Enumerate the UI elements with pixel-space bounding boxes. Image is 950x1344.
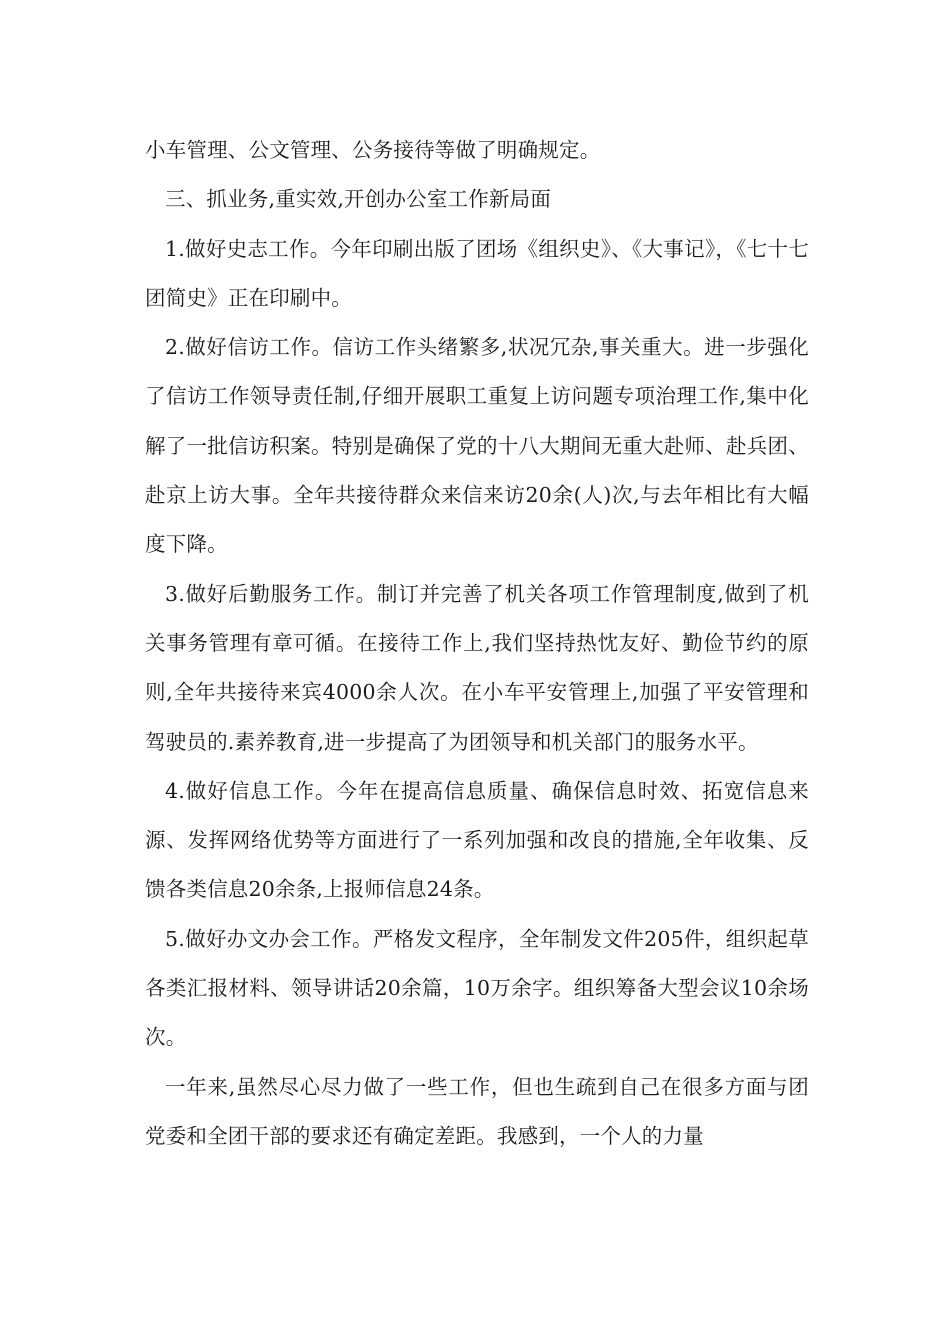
paragraph-documents-meetings: 5.做好办文办会工作。严格发文程序，全年制发文件205件，组织起草各类汇报材料、领导讲话20余篇，10万余字。组织筹备大型会议10余场次。: [145, 926, 809, 1050]
document-body: [145, 126, 809, 1161]
paragraph-information-work: 4.做好信息工作。今年在提高信息质量、确保信息时效、拓宽信息来源、发挥网络优势等方面进行了一系列加强和改良的措施,全年收集、反馈各类信息20余条,上报师信息24条。: [145, 778, 809, 902]
paragraph-logistics-work: 3.做好后勤服务工作。制订并完善了机关各项工作管理制度,做到了机关事务管理有章可循。在接待工作上,我们坚持热忱友好、勤俭节约的原则,全年共接待来宾4000余人次。在小车平安管理上,加强了平安管理和驾驶员的.素养教育,进一步提高了为团领导和机关部门的服务水平。: [145, 581, 809, 754]
section-heading: 三、抓业务,重实效,开创办公室工作新局面: [165, 187, 552, 212]
paragraph-continuation: 小车管理、公文管理、公务接待等做了明确规定。: [145, 138, 601, 162]
paragraph-history-work: 1.做好史志工作。今年印刷出版了团场《组织史》、《大事记》，《七十七团简史》正在印刷中。: [145, 236, 809, 310]
paragraph-petition-work: 2.做好信访工作。信访工作头绪繁多,状况冗杂,事关重大。进一步强化了信访工作领导责任制,仔细开展职工重复上访问题专项治理工作,集中化解了一批信访积案。特别是确保了党的十八大期间无重大赴师、赴兵团、赴京上访大事。全年共接待群众来信来访20余(人)次,与去年相比有大幅度下降。: [145, 335, 809, 557]
paragraph-summary: 一年来,虽然尽心尽力做了一些工作，但也生疏到自己在很多方面与团党委和全团干部的要求还有确定差距。我感到，一个人的力量: [145, 1074, 809, 1148]
